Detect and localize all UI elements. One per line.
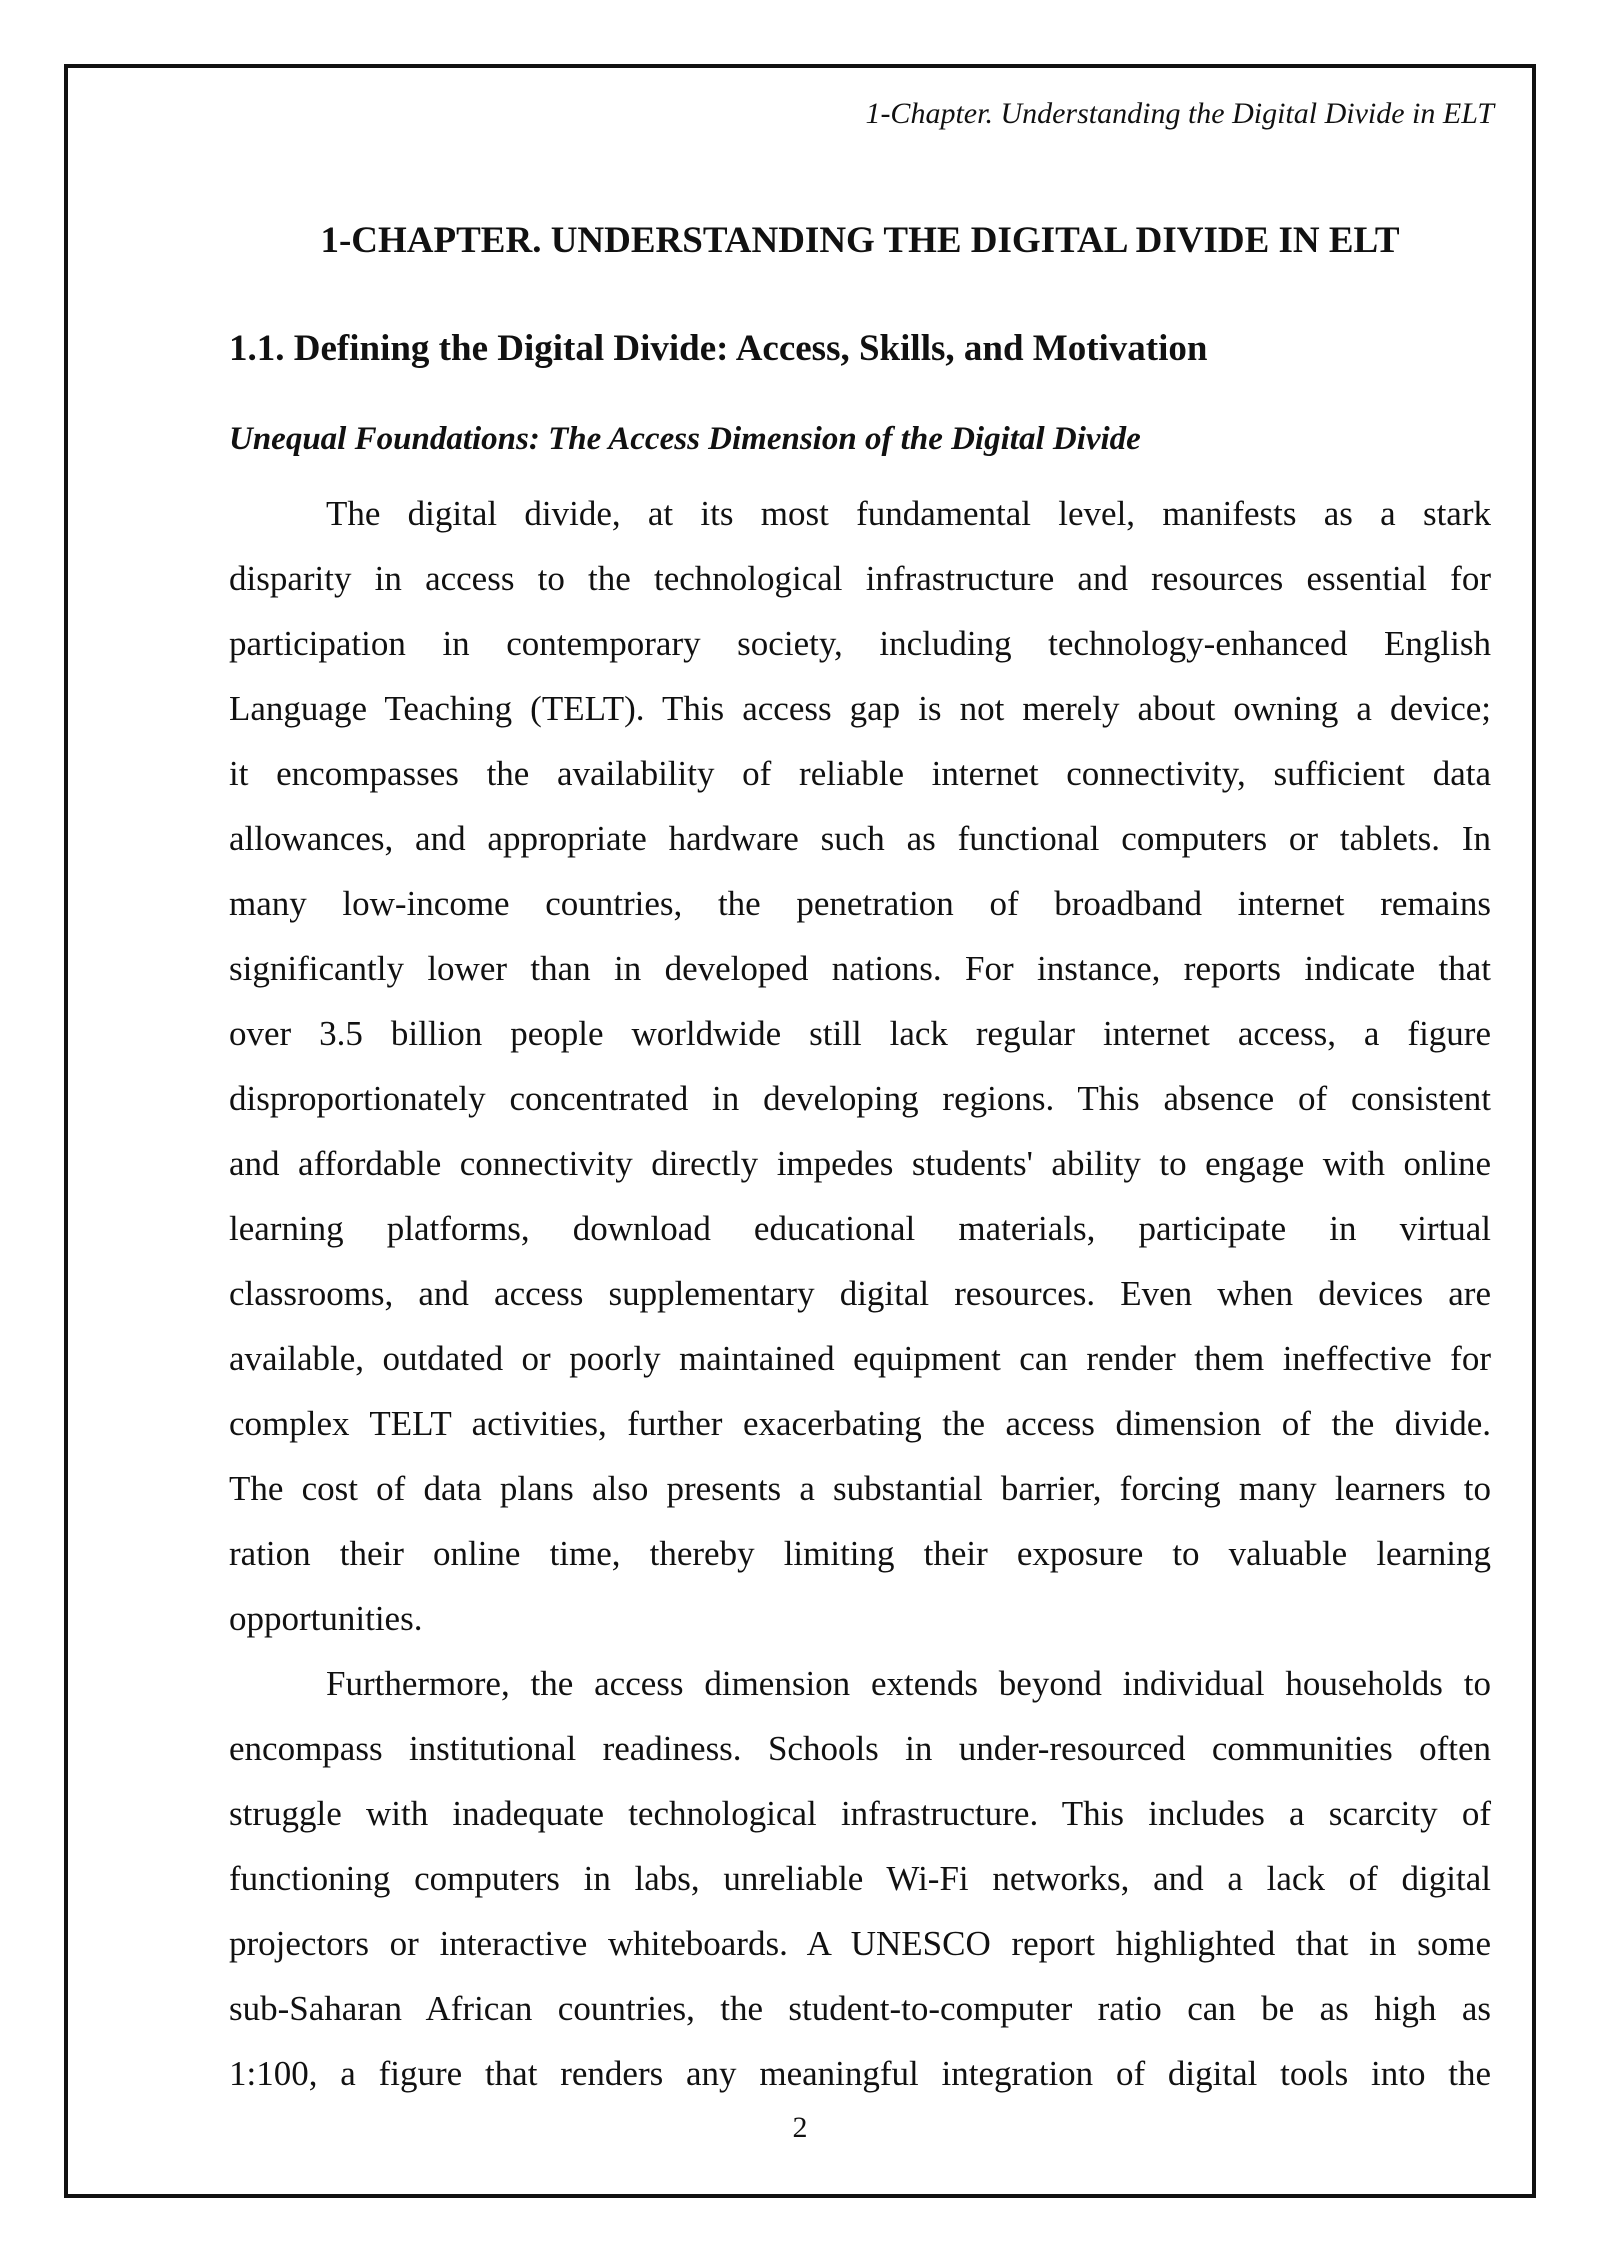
paragraph-line: many low-income countries, the penetration of broadband internet remains bbox=[229, 884, 1491, 923]
paragraph-line: participation in contemporary society, including technology-enhanced English bbox=[229, 624, 1491, 663]
paragraph-line: opportunities. bbox=[229, 1599, 423, 1638]
paragraph-line: complex TELT activities, further exacerbating the access dimension of the divide. bbox=[229, 1404, 1491, 1443]
paragraph-line: Language Teaching (TELT). This access gap is not merely about owning a device; bbox=[229, 689, 1491, 728]
paragraph-line: over 3.5 billion people worldwide still lack regular internet access, a figure bbox=[229, 1014, 1491, 1053]
paragraph-line: The digital divide, at its most fundamental level, manifests as a stark bbox=[326, 494, 1491, 533]
chapter-title: 1-CHAPTER. UNDERSTANDING THE DIGITAL DIVIDE IN ELT bbox=[320, 220, 1400, 261]
page-number: 2 bbox=[792, 2111, 808, 2144]
paragraph-line: functioning computers in labs, unreliable Wi-Fi networks, and a lack of digital bbox=[229, 1859, 1491, 1898]
paragraph-line: Furthermore, the access dimension extends beyond individual households to bbox=[326, 1664, 1491, 1703]
paragraph-line: sub-Saharan African countries, the student-to-computer ratio can be as high as bbox=[229, 1989, 1491, 2028]
section-heading: 1.1. Defining the Digital Divide: Access, Skills, and Motivation bbox=[229, 328, 1208, 369]
paragraph-line: it encompasses the availability of reliable internet connectivity, sufficient data bbox=[229, 754, 1491, 793]
paragraph-line: encompass institutional readiness. Schools in under-resourced communities often bbox=[229, 1729, 1491, 1768]
paragraph-line: and affordable connectivity directly impedes students' ability to engage with online bbox=[229, 1144, 1491, 1183]
paragraph-line: 1:100, a figure that renders any meaningful integration of digital tools into the bbox=[229, 2054, 1491, 2093]
paragraph-line: ration their online time, thereby limiting their exposure to valuable learning bbox=[229, 1534, 1491, 1573]
paragraph-line: learning platforms, download educational materials, participate in virtual bbox=[229, 1209, 1491, 1248]
paragraph-line: allowances, and appropriate hardware such as functional computers or tablets. In bbox=[229, 819, 1491, 858]
paragraph-line: available, outdated or poorly maintained equipment can render them ineffective for bbox=[229, 1339, 1491, 1378]
running-header: 1-Chapter. Understanding the Digital Divide in ELT bbox=[865, 97, 1494, 130]
paragraph-line: The cost of data plans also presents a substantial barrier, forcing many learners to bbox=[229, 1469, 1491, 1508]
paragraph-line: struggle with inadequate technological infrastructure. This includes a scarcity of bbox=[229, 1794, 1491, 1833]
paragraph-line: projectors or interactive whiteboards. A UNESCO report highlighted that in some bbox=[229, 1924, 1491, 1963]
paragraph-line: disproportionately concentrated in developing regions. This absence of consistent bbox=[229, 1079, 1491, 1118]
paragraph-line: disparity in access to the technological infrastructure and resources essential for bbox=[229, 559, 1491, 598]
subsection-heading: Unequal Foundations: The Access Dimension of the Digital Divide bbox=[229, 421, 1141, 457]
paragraph-line: significantly lower than in developed nations. For instance, reports indicate that bbox=[229, 949, 1491, 988]
paragraph-line: classrooms, and access supplementary digital resources. Even when devices are bbox=[229, 1274, 1491, 1313]
